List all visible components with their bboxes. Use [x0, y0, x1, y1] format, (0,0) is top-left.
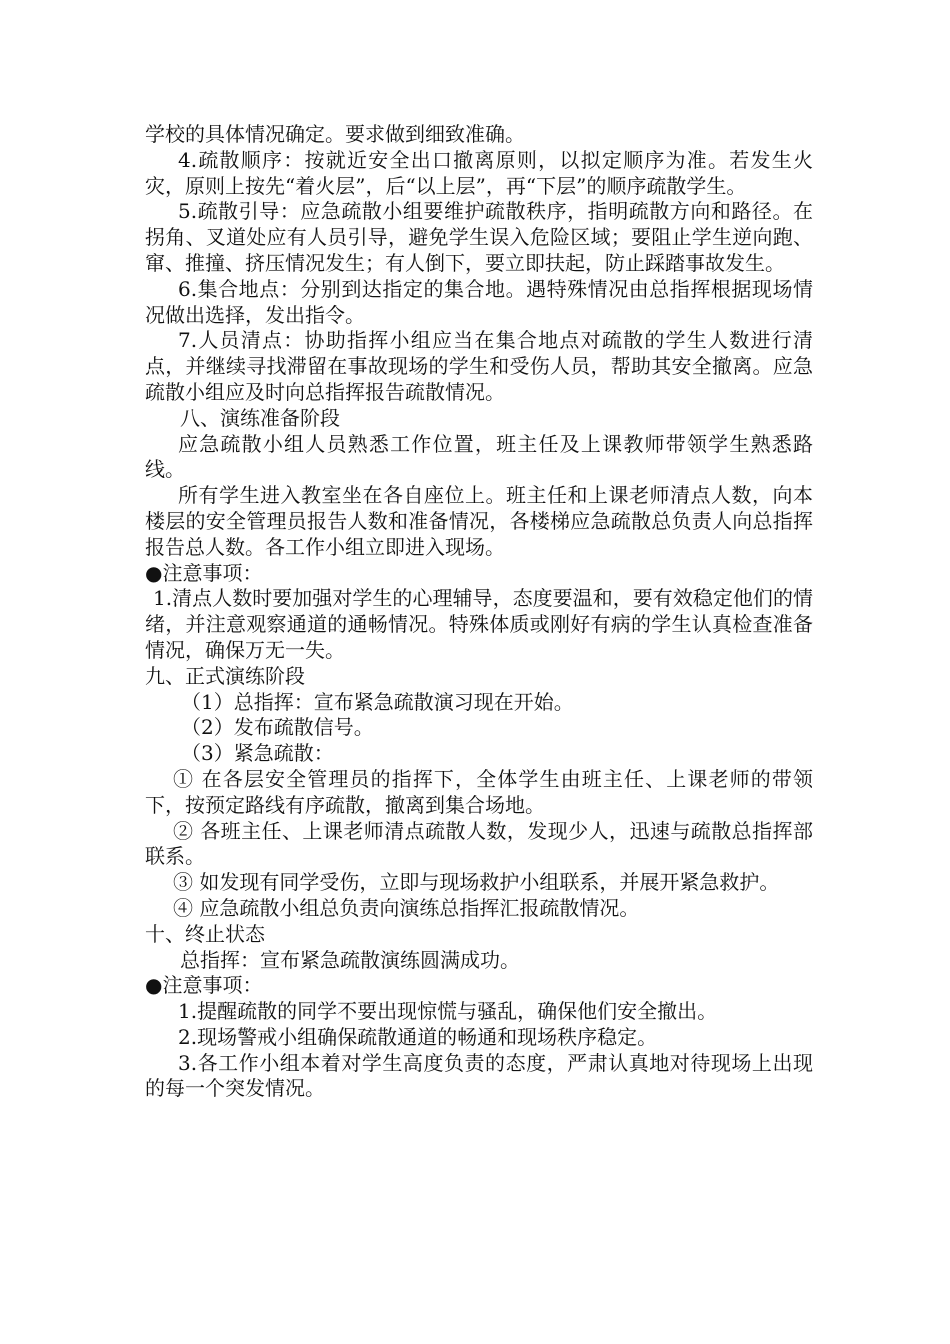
- drill-step-2: （2）发布疏散信号。: [181, 715, 374, 740]
- paragraph-termination: 总指挥：宣布紧急疏散演练圆满成功。: [180, 947, 520, 972]
- drill-step-3: （3）紧急疏散：: [181, 741, 334, 766]
- drill-substep-3: ③ 如发现有同学受伤，立即与现场救护小组联系，并展开紧急救护。: [173, 870, 780, 895]
- paragraph-preparation-1: 应急疏散小组人员熟悉工作位置，班主任及上课教师带领学生熟悉路线。: [145, 431, 813, 482]
- notes-heading: ●注意事项：: [145, 560, 263, 585]
- section-heading-termination: 十、终止状态: [145, 921, 265, 946]
- drill-substep-4: ④ 应急疏散小组总负责向演练总指挥汇报疏散情况。: [173, 895, 640, 920]
- paragraph-final-note-2: 2.现场警戒小组确保疏散通道的畅通和现场秩序稳定。: [178, 1024, 658, 1049]
- paragraph-assembly-point: 6.集合地点：分别到达指定的集合地。遇特殊情况由总指挥根据现场情况做出选择，发出指令。: [145, 276, 813, 327]
- paragraph-preparation-2: 所有学生进入教室坐在各自座位上。班主任和上课老师清点人数，向本楼层的安全管理员报告人数和准备情况，各楼梯应急疏散总负责人向总指挥报告总人数。各工作小组立即进入现场。: [145, 483, 813, 559]
- section-heading-preparation: 八、演练准备阶段: [180, 405, 340, 430]
- paragraph-note-1: 1.清点人数时要加强对学生的心理辅导，态度要温和，要有效稳定他们的情绪，并注意观察通道的通畅情况。特殊体质或刚好有病的学生认真检查准备情况，确保万无一失。: [145, 586, 813, 662]
- paragraph-final-note-1: 1.提醒疏散的同学不要出现惊慌与骚乱，确保他们安全撤出。: [178, 999, 718, 1024]
- paragraph-final-note-3: 3.各工作小组本着对学生高度负责的态度，严肃认真地对待现场上出现的每一个突发情况。: [145, 1050, 813, 1101]
- paragraph-continuation: 学校的具体情况确定。要求做到细致准确。: [145, 122, 525, 146]
- paragraph-evacuation-order: 4.疏散顺序：按就近安全出口撤离原则，以拟定顺序为准。若发生火灾，原则上按先“着火层”，后“以上层”，再“下层”的顺序疏散学生。: [145, 147, 813, 198]
- drill-step-1: （1）总指挥：宣布紧急疏散演习现在开始。: [181, 689, 574, 714]
- notes-heading-2: ●注意事项：: [145, 973, 263, 998]
- document-body: [145, 122, 813, 1102]
- drill-substep-2: ② 各班主任、上课老师清点疏散人数，发现少人，迅速与疏散总指挥部联系。: [145, 818, 813, 869]
- paragraph-evacuation-guidance: 5.疏散引导：应急疏散小组要维护疏散秩序，指明疏散方向和路径。在拐角、叉道处应有人员引导，避免学生误入危险区域；要阻止学生逆向跑、窜、推撞、挤压情况发生；有人倒下，要立即扶起，防止踩踏事故发生。: [145, 199, 813, 275]
- paragraph-headcount: 7.人员清点：协助指挥小组应当在集合地点对疏散的学生人数进行清点，并继续寻找滞留在事故现场的学生和受伤人员，帮助其安全撤离。应急疏散小组应及时向总指挥报告疏散情况。: [145, 328, 813, 404]
- drill-substep-1: ① 在各层安全管理员的指挥下，全体学生由班主任、上课老师的带领下，按预定路线有序疏散，撤离到集合场地。: [145, 766, 813, 817]
- section-heading-formal-drill: 九、正式演练阶段: [145, 663, 305, 688]
